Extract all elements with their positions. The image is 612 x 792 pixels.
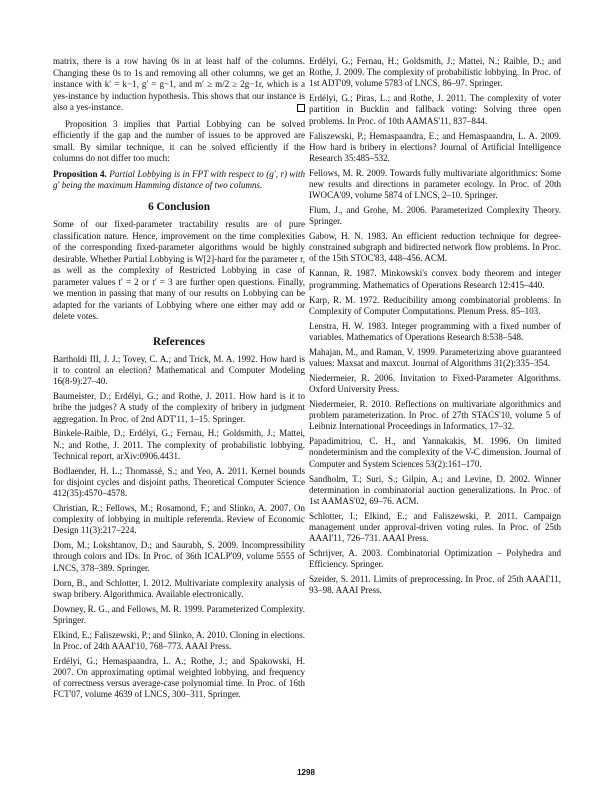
left-column xyxy=(53,56,305,704)
reference-item: Schlotter, I.; Elkind, E.; and Faliszewski, P. 2011. Campaign management under approval-driven voting rules. In Proc. of 25th AAAI'11, 726–731. AAAI Press. xyxy=(309,510,561,544)
reference-item: Karp, R. M. 1972. Reducibility among combinatorial problems. In Complexity of Computer Computations. Plenum Press. 85–103. xyxy=(309,294,561,316)
proposition-text: Partial Lobbying is in FPT with respect to (g′, r) with g′ being the maximum Hamming distance of two columns. xyxy=(53,168,306,191)
right-column xyxy=(309,56,561,600)
references-left-list xyxy=(53,354,305,701)
reference-item: Bodlaender, H. L.; Thomassé, S.; and Yeo, A. 2011. Kernel bounds for disjoint cycles and disjoint paths. Theoretical Computer Science 412(35):4570–4578. xyxy=(53,465,305,499)
reference-item: Szeider, S. 2011. Limits of preprocessing. In Proc. of 25th AAAI'11, 93–98. AAAI Press. xyxy=(309,574,561,596)
references-heading: References xyxy=(153,335,205,348)
reference-item: Erdélyi, G.; Hemaspaandra, L. A.; Rothe, J.; and Spakowski, H. 2007. On approximating optimal weighted lobbying, and frequency of correctness versus average-case polynomial time. In Proc. of 16th FCT'07, volume 4639 of LNCS, 300–311. Springer. xyxy=(53,655,305,700)
reference-item: Erdélyi, G.; Fernau, H.; Goldsmith, J.; Mattei, N.; Raible, D.; and Rothe, J. 2009. The complexity of probabilistic lobbying. In Proc. of 1st ADT'09, volume 5783 of LNCS, 86–97. Springer. xyxy=(309,56,561,89)
reference-item: Kannan, R. 1987. Minkowski's convex body theorem and integer programming. Mathematics of Operations Research 12:415–440. xyxy=(309,268,561,290)
reference-item: Binkele-Raible, D.; Erdélyi, G.; Fernau, H.; Goldsmith, J.; Mattei, N.; and Rothe, J. 2011. The complexity of probabilistic lobbying. Technical report, arXiv:0906.4431. xyxy=(53,428,305,461)
reference-item: Niedermeier, R. 2010. Reflections on multivariate algorithmics and problem parameterization. In Proc. of 27th STACS'10, volume 5 of Leibniz International Proceedings in Informatics, 17–32. xyxy=(309,398,561,432)
reference-item: Papadimitriou, C. H., and Yannakakis, M. 1996. On limited nondeterminism and the complexity of the V-C dimension. Journal of Computer and System Sciences 53(2):161–170. xyxy=(309,436,561,469)
reference-item: Mahajan, M., and Raman, V. 1999. Parameterizing above guaranteed values: Maxsat and maxcut. Journal of Algorithms 31(2):335–354. xyxy=(309,346,561,368)
conclusion-heading: 6 Conclusion xyxy=(148,201,210,214)
reference-item: Lenstra, H. W. 1983. Integer programming with a fixed number of variables. Mathematics of Operations Research 8:538–548. xyxy=(309,320,561,342)
reference-item: Christian, R.; Fellows, M.; Rosamond, F.; and Slinko, A. 2007. On complexity of lobbying in multiple referenda. Review of Economic Design 11(3):217–224. xyxy=(53,503,305,536)
intro-paragraph-2: Proposition 3 implies that Partial Lobbying can be solved efficiently if the gap and the number of issues to be approved are small. By similar technique, it can be solved efficiently if the columns do not differ too much: xyxy=(53,118,305,164)
references-right-list xyxy=(309,56,561,596)
page-number: 1298 xyxy=(297,768,315,777)
reference-item: Sandholm, T.; Suri, S.; Gilpin, A.; and Levine, D. 2002. Winner determination in combinatorial auction generalizations. In Proc. of 1st AAMAS'02, 69–76. ACM. xyxy=(309,473,561,506)
reference-item: Gabow, H. N. 1983. An efficient reduction technique for degree-constrained subgraph and bidirected network flow problems. In Proc. of the 15th STOC'83, 448–456. ACM. xyxy=(309,231,561,264)
proposition-4 xyxy=(53,169,305,192)
reference-item: Niedermeier, R. 2006. Invitation to Fixed-Parameter Algorithms. Oxford University Press. xyxy=(309,372,561,395)
intro-p1-text: matrix, there is a row having 0s in at least half of the columns. Changing these 0s to 1s and removing all other columns, we get an instance with k′ = k−1, g′ = g−1, and m′ ≥ m/2 ≥ 2g−1r, which is a yes-instance by induction hypothesis. This shows that our instance is also a yes-instance. xyxy=(53,56,305,113)
reference-item: Erdélyi, G.; Piras, L.; and Rothe, J. 2011. The complexity of voter partition in Bucklin and fallback voting: Solving three open problems. In Proc. of 10th AAMAS'11, 837–844. xyxy=(309,93,561,126)
reference-item: Downey, R. G., and Fellows, M. R. 1999. Parameterized Complexity. Springer. xyxy=(53,603,305,625)
intro-paragraph-1 xyxy=(53,56,305,114)
reference-item: Schrijver, A. 2003. Combinatorial Optimization – Polyhedra and Efficiency. Springer. xyxy=(309,548,561,570)
reference-item: Bartholdi III, J. J.; Tovey, C. A.; and Trick, M. A. 1992. How hard is it to control an election? Mathematical and Computer Modeling 16(8-9):27–40. xyxy=(53,353,305,387)
proposition-label: Proposition 4. xyxy=(53,168,107,179)
conclusion-paragraph: Some of our fixed-parameter tractability results are of pure classification nature. Hence, improvement on the time complexities of the corresponding fixed-parameter algorithms would be highly desirable. Whether Partial Lobbying is W[2]-hard for the parameter r, as well as the complexity of Restricted Lobbying in case of parameter values t′ = 2 or t′ = 3 are further open questions. Finally, we mention in passing that many of our results on Lobbying can be adapted for the variants of Lobbying where one either may add or delete votes. xyxy=(53,219,305,322)
reference-item: Faliszewski, P.; Hemaspaandra, E.; and Hemaspaandra, L. A. 2009. How hard is bribery in elections? Journal of Artificial Intelligence Research 35:485–532. xyxy=(309,130,561,163)
reference-item: Flum, J., and Grohe, M. 2006. Parameterized Complexity Theory. Springer. xyxy=(309,205,561,227)
reference-item: Baumeister, D.; Erdélyi, G.; and Rothe, J. 2011. How hard is it to bribe the judges? A study of the complexity of bribery in judgment aggregation. In Proc. of 2nd ADT'11, 1–15. Springer. xyxy=(53,391,305,424)
reference-item: Elkind, E.; Faliszewski, P.; and Slinko, A. 2010. Cloning in elections. In Proc. of 24th AAAI'10, 768–773. AAAI Press. xyxy=(53,629,305,651)
reference-item: Fellows, M. R. 2009. Towards fully multivariate algorithmics: Some new results and directions in parameter ecology. In Proc. of 20th IWOCA'09, volume 5874 of LNCS, 2–10. Springer. xyxy=(309,167,561,201)
reference-item: Dom, M.; Lokshtanov, D.; and Saurabh, S. 2009. Incompressibility through colors and IDs. In Proc. of 36th ICALP'09, volume 5555 of LNCS, 378–389. Springer. xyxy=(53,540,305,573)
qed-square-icon xyxy=(297,104,305,112)
reference-item: Dorn, B., and Schlotter, I. 2012. Multivariate complexity analysis of swap bribery. Algorithmica. Available electronically. xyxy=(53,577,305,599)
